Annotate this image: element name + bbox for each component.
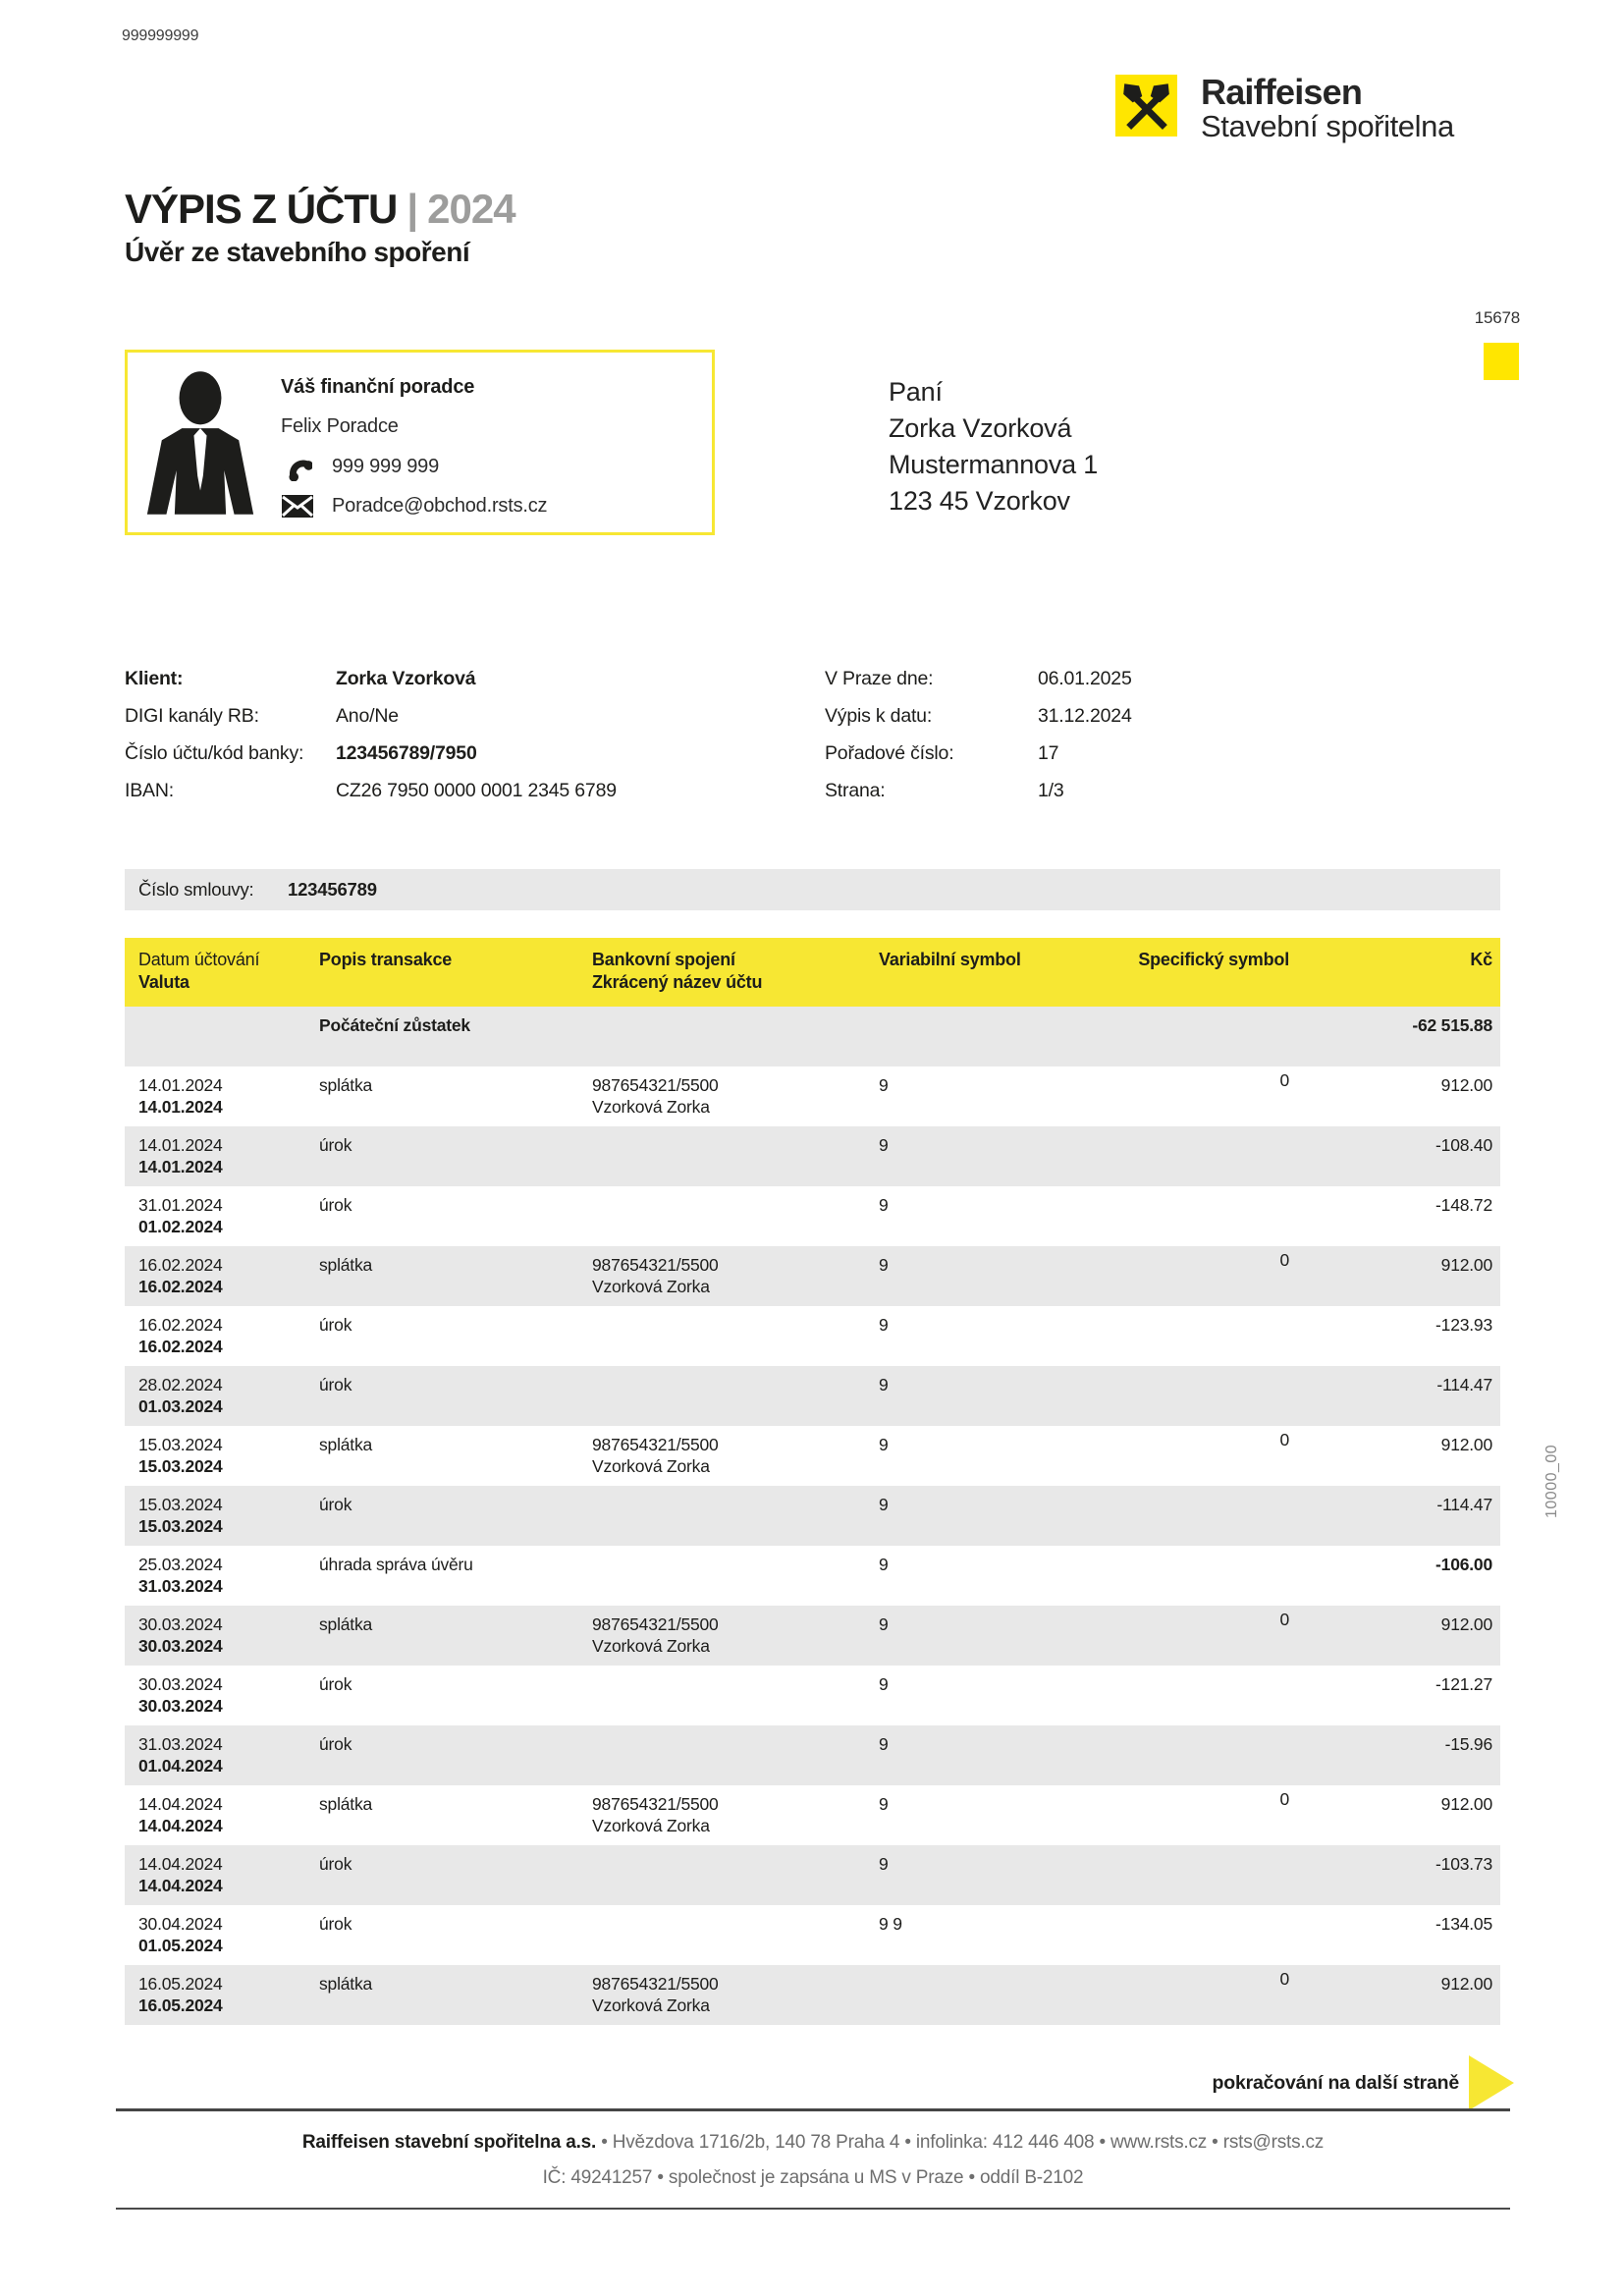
cell-bank-connection xyxy=(592,1126,879,1186)
header-amount: Kč xyxy=(1470,950,1492,969)
cell-bank-connection xyxy=(592,1905,879,1965)
info-label: Pořadové číslo: xyxy=(825,742,954,764)
footer-divider-top xyxy=(116,2108,1510,2111)
cell-description: úrok xyxy=(319,1734,352,1754)
cell-variable-symbol: 9 xyxy=(879,1435,889,1454)
table-row xyxy=(125,1066,1500,1126)
cell-bank-connection: 987654321/5500 Vzorková Zorka xyxy=(592,1435,719,1476)
table-row xyxy=(125,1965,1500,2025)
cell-description: úrok xyxy=(319,1195,352,1215)
footer-company-name: Raiffeisen stavební spořitelna a.s. xyxy=(301,2132,597,2153)
table-row xyxy=(125,1606,1500,1666)
cell-bank-connection xyxy=(592,1306,879,1366)
recipient-city: 123 45 Vzorkov xyxy=(889,486,1070,516)
cell-specific-symbol: 0 xyxy=(1279,1969,1289,1989)
cell-specific-symbol xyxy=(1108,1666,1289,1725)
logo-brand-text: Raiffeisen xyxy=(1201,72,1363,112)
table-row xyxy=(125,1306,1500,1366)
cell-bank-connection: 987654321/5500 Vzorková Zorka xyxy=(592,1614,719,1656)
cell-description: úrok xyxy=(319,1495,352,1514)
cell-description: úrok xyxy=(319,1674,352,1694)
cell-dates: 14.04.2024 14.04.2024 xyxy=(138,1794,223,1835)
print-side-code: 10000_00 xyxy=(1543,1444,1560,1518)
table-rows xyxy=(125,1066,1500,2025)
advisor-phone[interactable]: 999 999 999 xyxy=(332,455,440,477)
header-booking-date: Datum účtování xyxy=(138,950,260,969)
cell-description: splátka xyxy=(319,1794,373,1814)
table-row xyxy=(125,1366,1500,1426)
client-label: Číslo účtu/kód banky: xyxy=(125,742,304,764)
yellow-corner-mark xyxy=(1484,343,1519,380)
client-value: Ano/Ne xyxy=(336,705,399,727)
cell-bank-connection xyxy=(592,1725,879,1785)
cell-description: úrok xyxy=(319,1135,352,1155)
table-row xyxy=(125,1785,1500,1845)
cell-amount: 912.00 xyxy=(1440,1255,1492,1275)
cell-specific-symbol xyxy=(1108,1486,1289,1546)
cell-variable-symbol: 9 9 xyxy=(879,1914,902,1934)
table-row xyxy=(125,1246,1500,1306)
cell-amount: -114.47 xyxy=(1436,1495,1492,1514)
title-main: VÝPIS Z ÚČTU xyxy=(125,186,398,232)
cell-variable-symbol: 9 xyxy=(879,1495,889,1514)
raiffeisen-gable-cross-icon xyxy=(1115,75,1177,137)
header-account-name: Zkrácený název účtu xyxy=(592,972,763,992)
cell-dates: 28.02.2024 01.03.2024 xyxy=(138,1375,223,1416)
header-variable-symbol: Variabilní symbol xyxy=(879,950,1021,969)
recipient-street: Mustermannova 1 xyxy=(889,450,1099,479)
cell-dates: 14.04.2024 14.04.2024 xyxy=(138,1854,223,1895)
cell-description: splátka xyxy=(319,1435,373,1454)
cell-dates: 15.03.2024 15.03.2024 xyxy=(138,1435,223,1476)
cell-amount: -134.05 xyxy=(1435,1914,1492,1934)
email-icon xyxy=(281,495,314,518)
cell-amount: 912.00 xyxy=(1440,1435,1492,1454)
client-value: CZ26 7950 0000 0001 2345 6789 xyxy=(336,780,617,801)
transactions-table xyxy=(125,938,1500,2025)
cell-variable-symbol: 9 xyxy=(879,1794,889,1814)
cell-description: splátka xyxy=(319,1255,373,1275)
cell-specific-symbol: 0 xyxy=(1279,1070,1289,1090)
table-row xyxy=(125,1905,1500,1965)
info-value: 31.12.2024 xyxy=(1038,705,1132,727)
header-value-date: Valuta xyxy=(138,972,189,992)
recipient-name: Zorka Vzorková xyxy=(889,413,1072,443)
page-subtitle: Úvěr ze stavebního spoření xyxy=(125,237,470,267)
footer-divider-bottom xyxy=(116,2208,1510,2210)
footer-contact-info: • Hvězdova 1716/2b, 140 78 Praha 4 • infolinka: 412 446 408 • www.rsts.cz • rsts@rsts.cz xyxy=(596,2132,1325,2153)
next-page-arrow-icon xyxy=(1469,2055,1514,2110)
cell-specific-symbol xyxy=(1108,1306,1289,1366)
cell-specific-symbol: 0 xyxy=(1279,1250,1289,1270)
table-row xyxy=(125,1845,1500,1905)
cell-amount: 912.00 xyxy=(1440,1614,1492,1634)
cell-bank-connection xyxy=(592,1546,879,1606)
footer-line-2: IČ: 49241257 • společnost je zapsána u MS v Praze • oddíl B-2102 xyxy=(542,2167,1084,2188)
cell-variable-symbol: 9 xyxy=(879,1734,889,1754)
contract-number-bar xyxy=(125,869,1500,910)
cell-variable-symbol: 9 xyxy=(879,1375,889,1394)
cell-bank-connection xyxy=(592,1186,879,1246)
cell-description: splátka xyxy=(319,1974,373,1994)
cell-bank-connection: 987654321/5500 Vzorková Zorka xyxy=(592,1794,719,1835)
advisor-heading: Váš finanční poradce xyxy=(281,376,475,398)
person-icon xyxy=(145,366,255,519)
cell-dates: 16.05.2024 16.05.2024 xyxy=(138,1974,223,2015)
table-header xyxy=(125,938,1500,1007)
title-year: 2024 xyxy=(427,186,515,232)
page-title xyxy=(125,187,515,232)
cell-dates: 16.02.2024 16.02.2024 xyxy=(138,1255,223,1296)
cell-specific-symbol xyxy=(1108,1845,1289,1905)
client-info-right xyxy=(825,660,1132,809)
footer-line-1 xyxy=(116,2132,1510,2154)
header-bank-connection: Bankovní spojení xyxy=(592,950,735,969)
title-separator: | xyxy=(406,186,418,232)
cell-dates: 14.01.2024 14.01.2024 xyxy=(138,1075,223,1117)
cell-variable-symbol: 9 xyxy=(879,1614,889,1634)
brand-logo xyxy=(1115,72,1454,143)
cell-dates: 25.03.2024 31.03.2024 xyxy=(138,1555,223,1596)
info-value: 1/3 xyxy=(1038,780,1064,801)
cell-specific-symbol xyxy=(1108,1905,1289,1965)
cell-specific-symbol xyxy=(1108,1186,1289,1246)
reference-number: 999999999 xyxy=(122,27,199,44)
table-row xyxy=(125,1486,1500,1546)
cell-specific-symbol xyxy=(1108,1546,1289,1606)
table-row xyxy=(125,1126,1500,1186)
cell-dates: 15.03.2024 15.03.2024 xyxy=(138,1495,223,1536)
cell-variable-symbol: 9 xyxy=(879,1854,889,1874)
recipient-address xyxy=(889,374,1098,519)
advisor-box xyxy=(125,350,715,535)
client-label: IBAN: xyxy=(125,780,174,801)
cell-description: úrok xyxy=(319,1914,352,1934)
cell-dates: 30.04.2024 01.05.2024 xyxy=(138,1914,223,1955)
advisor-email[interactable]: Poradce@obchod.rsts.cz xyxy=(332,495,548,517)
info-label: Výpis k datu: xyxy=(825,705,933,727)
cell-specific-symbol: 0 xyxy=(1279,1610,1289,1629)
cell-variable-symbol: 9 xyxy=(879,1075,889,1095)
cell-amount: -103.73 xyxy=(1435,1854,1492,1874)
cell-dates: 16.02.2024 16.02.2024 xyxy=(138,1315,223,1356)
client-value: Zorka Vzorková xyxy=(336,668,476,689)
cell-description: úrok xyxy=(319,1854,352,1874)
cell-amount: -114.47 xyxy=(1436,1375,1492,1394)
title-block xyxy=(125,187,515,268)
cell-specific-symbol: 0 xyxy=(1279,1430,1289,1449)
cell-specific-symbol: 0 xyxy=(1279,1789,1289,1809)
logo-text xyxy=(1201,72,1454,143)
header-description: Popis transakce xyxy=(319,950,453,969)
continuation-note xyxy=(1213,2055,1514,2110)
cell-dates: 30.03.2024 30.03.2024 xyxy=(138,1614,223,1656)
cell-dates: 30.03.2024 30.03.2024 xyxy=(138,1674,223,1716)
table-row xyxy=(125,1666,1500,1725)
table-row xyxy=(125,1426,1500,1486)
cell-bank-connection xyxy=(592,1486,879,1546)
contract-number: 123456789 xyxy=(288,879,377,900)
cell-bank-connection: 987654321/5500 Vzorková Zorka xyxy=(592,1075,719,1117)
cell-description: splátka xyxy=(319,1075,373,1095)
cell-variable-symbol: 9 xyxy=(879,1315,889,1335)
cell-bank-connection xyxy=(592,1366,879,1426)
cell-specific-symbol xyxy=(1108,1366,1289,1426)
opening-balance-row xyxy=(125,1007,1500,1066)
cell-amount: -123.93 xyxy=(1435,1315,1492,1335)
advisor-info xyxy=(281,366,547,519)
cell-dates: 14.01.2024 14.01.2024 xyxy=(138,1135,223,1176)
client-info-left xyxy=(125,660,617,809)
cell-amount: -121.27 xyxy=(1435,1674,1492,1694)
info-value: 06.01.2025 xyxy=(1038,668,1132,689)
cell-amount: -15.96 xyxy=(1444,1734,1492,1754)
cell-dates: 31.01.2024 01.02.2024 xyxy=(138,1195,223,1236)
phone-icon xyxy=(281,452,314,481)
cell-bank-connection: 987654321/5500 Vzorková Zorka xyxy=(592,1255,719,1296)
cell-amount: 912.00 xyxy=(1440,1075,1492,1095)
cell-amount: 912.00 xyxy=(1440,1794,1492,1814)
cell-variable-symbol: 9 xyxy=(879,1195,889,1215)
info-value: 17 xyxy=(1038,742,1059,764)
cell-specific-symbol xyxy=(1108,1126,1289,1186)
header-specific-symbol: Specifický symbol xyxy=(1138,950,1289,969)
opening-balance-label: Počáteční zůstatek xyxy=(319,1015,470,1035)
cell-description: úrok xyxy=(319,1375,352,1394)
cell-dates: 31.03.2024 01.04.2024 xyxy=(138,1734,223,1776)
cell-specific-symbol xyxy=(1108,1725,1289,1785)
info-label: Strana: xyxy=(825,780,886,801)
cell-bank-connection xyxy=(592,1845,879,1905)
info-label: V Praze dne: xyxy=(825,668,934,689)
table-row xyxy=(125,1546,1500,1606)
contract-label: Číslo smlouvy: xyxy=(138,879,254,900)
cell-amount: 912.00 xyxy=(1440,1974,1492,1994)
client-value: 123456789/7950 xyxy=(336,742,477,764)
logo-sub-text: Stavební spořitelna xyxy=(1201,109,1454,143)
advisor-name: Felix Poradce xyxy=(281,415,399,437)
table-row xyxy=(125,1186,1500,1246)
cell-bank-connection: 987654321/5500 Vzorková Zorka xyxy=(592,1974,719,2015)
cell-variable-symbol: 9 xyxy=(879,1555,889,1574)
cell-variable-symbol: 9 xyxy=(879,1255,889,1275)
continuation-text: pokračování na další straně xyxy=(1212,2071,1459,2094)
cell-variable-symbol: 9 xyxy=(879,1674,889,1694)
recipient-salutation: Paní xyxy=(889,377,943,407)
cell-amount: -108.40 xyxy=(1435,1135,1492,1155)
client-label: DIGI kanály RB: xyxy=(125,705,259,727)
cell-amount: -106.00 xyxy=(1435,1555,1492,1574)
cell-description: úhrada správa úvěru xyxy=(319,1555,473,1574)
client-label: Klient: xyxy=(125,668,184,689)
opening-balance-amount: -62 515.88 xyxy=(1412,1015,1492,1035)
cell-bank-connection xyxy=(592,1666,879,1725)
cell-variable-symbol: 9 xyxy=(879,1135,889,1155)
document-code: 15678 xyxy=(1474,308,1520,327)
table-row xyxy=(125,1725,1500,1785)
cell-description: splátka xyxy=(319,1614,373,1634)
cell-variable-symbol xyxy=(879,1965,1108,2025)
cell-amount: -148.72 xyxy=(1435,1195,1492,1215)
cell-description: úrok xyxy=(319,1315,352,1335)
